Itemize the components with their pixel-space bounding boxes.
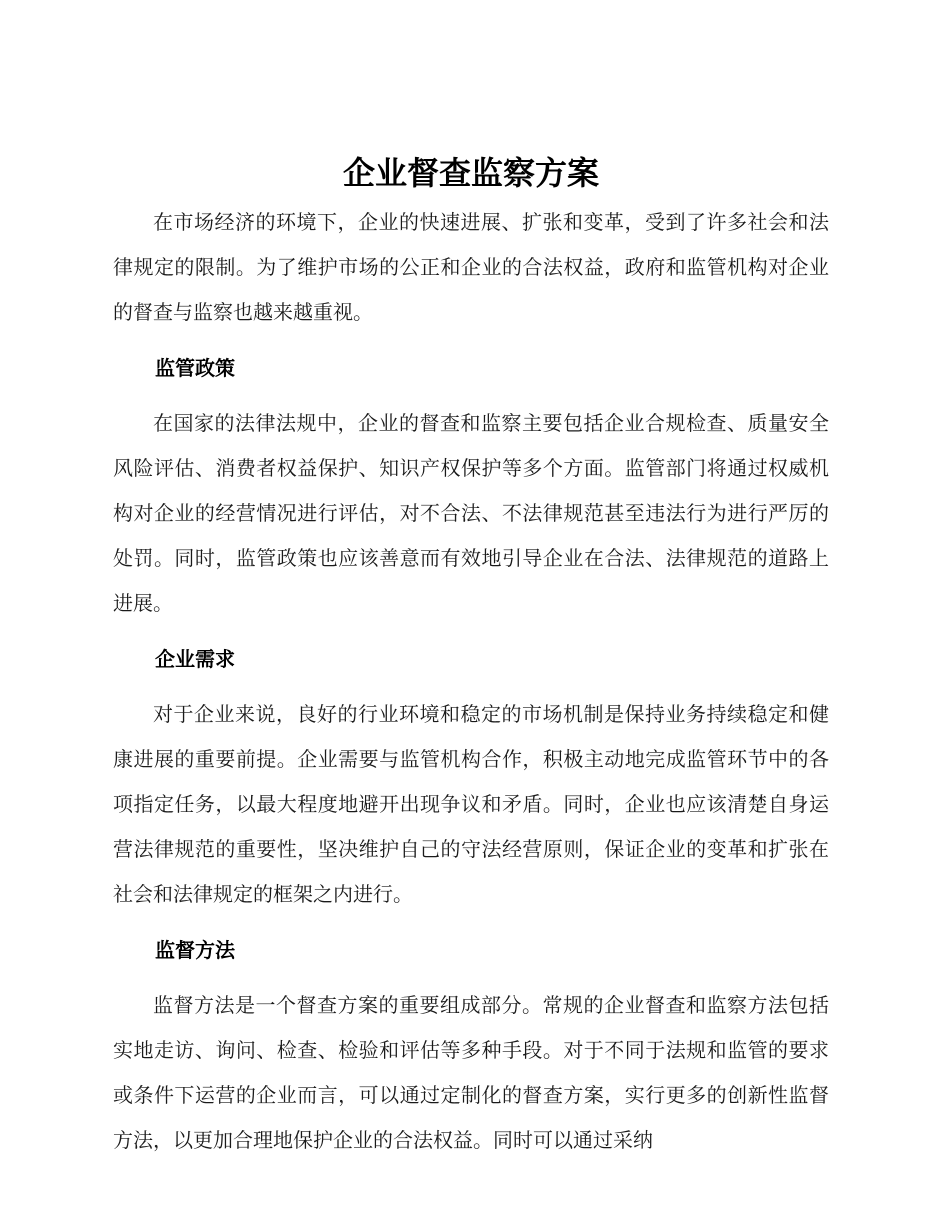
document-body	[113, 150, 829, 1163]
section-heading-enterprise-needs: 企业需求	[155, 647, 235, 671]
intro-paragraph: 在市场经济的环境下，企业的快速进展、扩张和变革，受到了许多社会和法律规定的限制。为了维护市场的公正和企业的合法权益，政府和监管机构对企业的督查与监察也越来越重视。	[113, 210, 829, 324]
section-body-supervision-methods: 监督方法是一个督查方案的重要组成部分。常规的企业督查和监察方法包括实地走访、询问、检查、检验和评估等多种手段。对于不同于法规和监管的要求或条件下运营的企业而言，可以通过定制化的督查方案，实行更多的创新性监督方法，以更加合理地保护企业的合法权益。同时可以通过采纳	[113, 993, 829, 1152]
section-body-regulatory-policy: 在国家的法律法规中，企业的督查和监察主要包括企业合规检查、质量安全风险评估、消费者权益保护、知识产权保护等多个方面。监管部门将通过权威机构对企业的经营情况进行评估，对不合法、不法律规范甚至违法行为进行严厉的处罚。同时，监管政策也应该善意而有效地引导企业在合法、法律规范的道路上进展。	[113, 411, 829, 615]
section-heading-supervision-methods: 监督方法	[155, 938, 235, 962]
document-title: 企业督查监察方案	[342, 154, 599, 192]
section-heading-regulatory-policy: 监管政策	[155, 356, 235, 380]
section-body-enterprise-needs: 对于企业来说，良好的行业环境和稳定的市场机制是保持业务持续稳定和健康进展的重要前提。企业需要与监管机构合作，积极主动地完成监管环节中的各项指定任务，以最大程度地避开出现争议和矛盾。同时，企业也应该清楚自身运营法律规范的重要性，坚决维护自己的守法经营原则，保证企业的变革和扩张在社会和法律规定的框架之内进行。	[113, 702, 829, 906]
